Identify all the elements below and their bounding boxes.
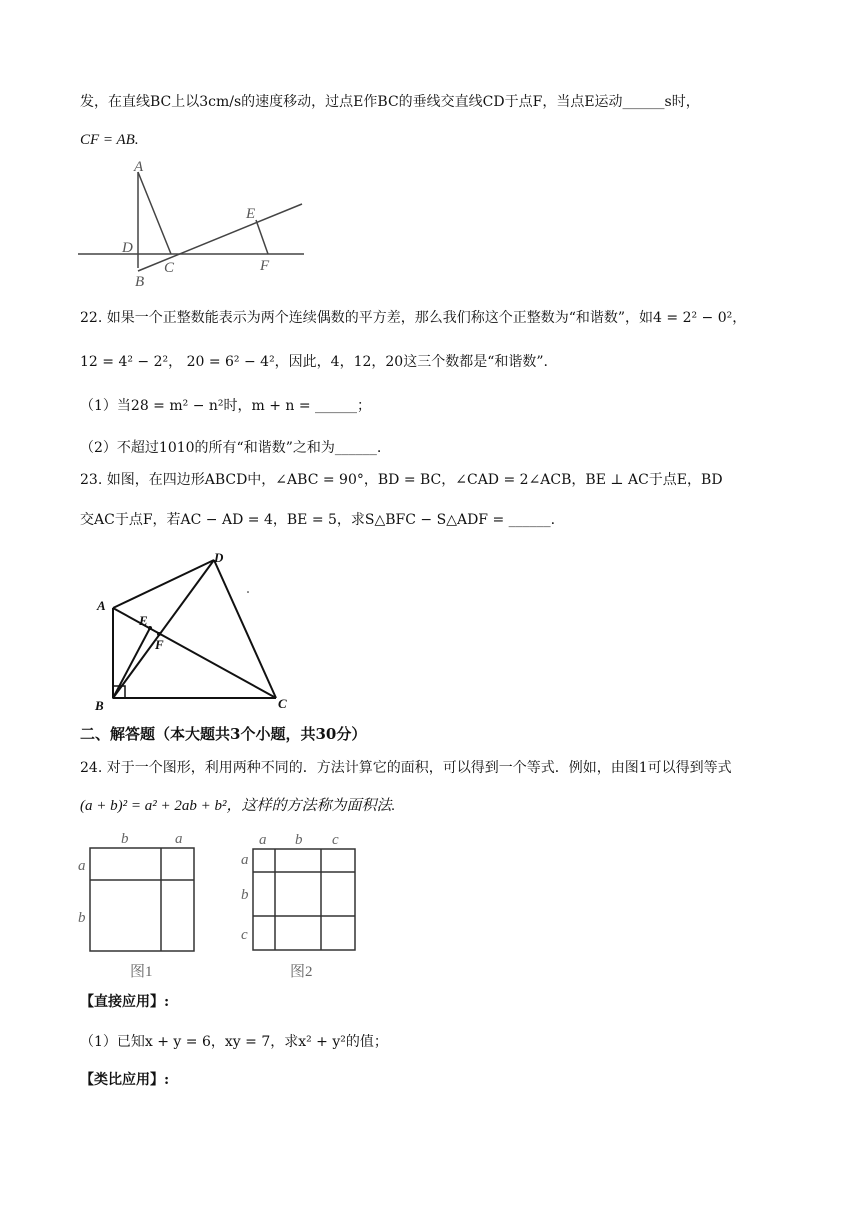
q21-label-D: D xyxy=(122,240,133,256)
fig1-top-label-b: b xyxy=(121,831,129,847)
q21-label-A: A xyxy=(134,159,144,175)
q23-label-F: F xyxy=(155,637,164,652)
q24-text-line2: (a + b)² = a² + 2ab + b²，这样的方法称为面积法. xyxy=(80,798,396,814)
fig1-left-label-b: b xyxy=(78,910,86,926)
fig2-left-label-b: b xyxy=(241,887,249,903)
fig2-top-label-a: a xyxy=(259,832,267,848)
fig2-left-label-c: c xyxy=(241,927,248,943)
fig2-caption: 图2 xyxy=(290,964,313,980)
fig2-top-label-c: c xyxy=(332,832,339,848)
q24-text-line1: 24. 对于一个图形，利用两种不同的．方法计算它的面积，可以得到一个等式．例如，由图1可以得到等式 xyxy=(80,760,732,776)
q24-figure-1 xyxy=(74,828,204,988)
q21-label-C: C xyxy=(164,260,175,276)
q21-label-F: F xyxy=(260,258,270,274)
q21-figure xyxy=(76,156,306,291)
direct-application-heading: 【直接应用】: xyxy=(80,994,170,1010)
q21-label-E: E xyxy=(246,206,256,222)
q23-text-line2: 交AC于点F，若AC − AD = 4，BE = 5，求S△BFC − S△ADF = ______. xyxy=(80,512,556,528)
section-heading: 二、解答题（本大题共3个小题，共30分） xyxy=(80,725,367,743)
q21-label-B: B xyxy=(135,274,145,290)
q21-text-line2: CF = AB. xyxy=(80,132,139,148)
q22-part1: （1）当28 = m² − n²时，m + n = ______； xyxy=(80,398,372,414)
fig1-left-label-a: a xyxy=(78,858,86,874)
q23-figure xyxy=(90,548,300,718)
q23-label-E: E xyxy=(139,613,148,628)
q23-text-line1: 23. 如图，在四边形ABCD中，∠ABC = 90°，BD = BC，∠CAD = 2∠ACB，BE ⊥ AC于点E，BD xyxy=(80,472,723,488)
direct-question-1: （1）已知x + y = 6，xy = 7，求x² + y²的值； xyxy=(80,1034,388,1050)
q23-label-B: B xyxy=(95,698,104,713)
q23-label-C: C xyxy=(278,696,287,711)
q22-part2: （2）不超过1010的所有“和谐数”之和为______. xyxy=(80,440,382,456)
q23-label-D: D xyxy=(214,550,224,565)
q24-figure-2 xyxy=(236,828,366,988)
fig2-top-label-b: b xyxy=(295,832,303,848)
q21-text-line1: 发，在直线BC上以3cm/s的速度移动，过点E作BC的垂线交直线CD于点F，当点E运动______s时， xyxy=(80,94,700,110)
fig1-caption: 图1 xyxy=(130,964,153,980)
q22-text-line2: 12 = 4² − 2²， 20 = 6² − 4²，因此，4，12，20这三个数都是“和谐数”. xyxy=(80,354,548,370)
fig2-left-label-a: a xyxy=(241,852,249,868)
analogy-application-heading: 【类比应用】: xyxy=(80,1072,170,1088)
fig1-top-label-a: a xyxy=(175,831,183,847)
q22-text-line1: 22. 如果一个正整数能表示为两个连续偶数的平方差，那么我们称这个正整数为“和谐数”，如4 = 2² − 0²， xyxy=(80,310,747,326)
q23-label-A: A xyxy=(97,598,106,613)
